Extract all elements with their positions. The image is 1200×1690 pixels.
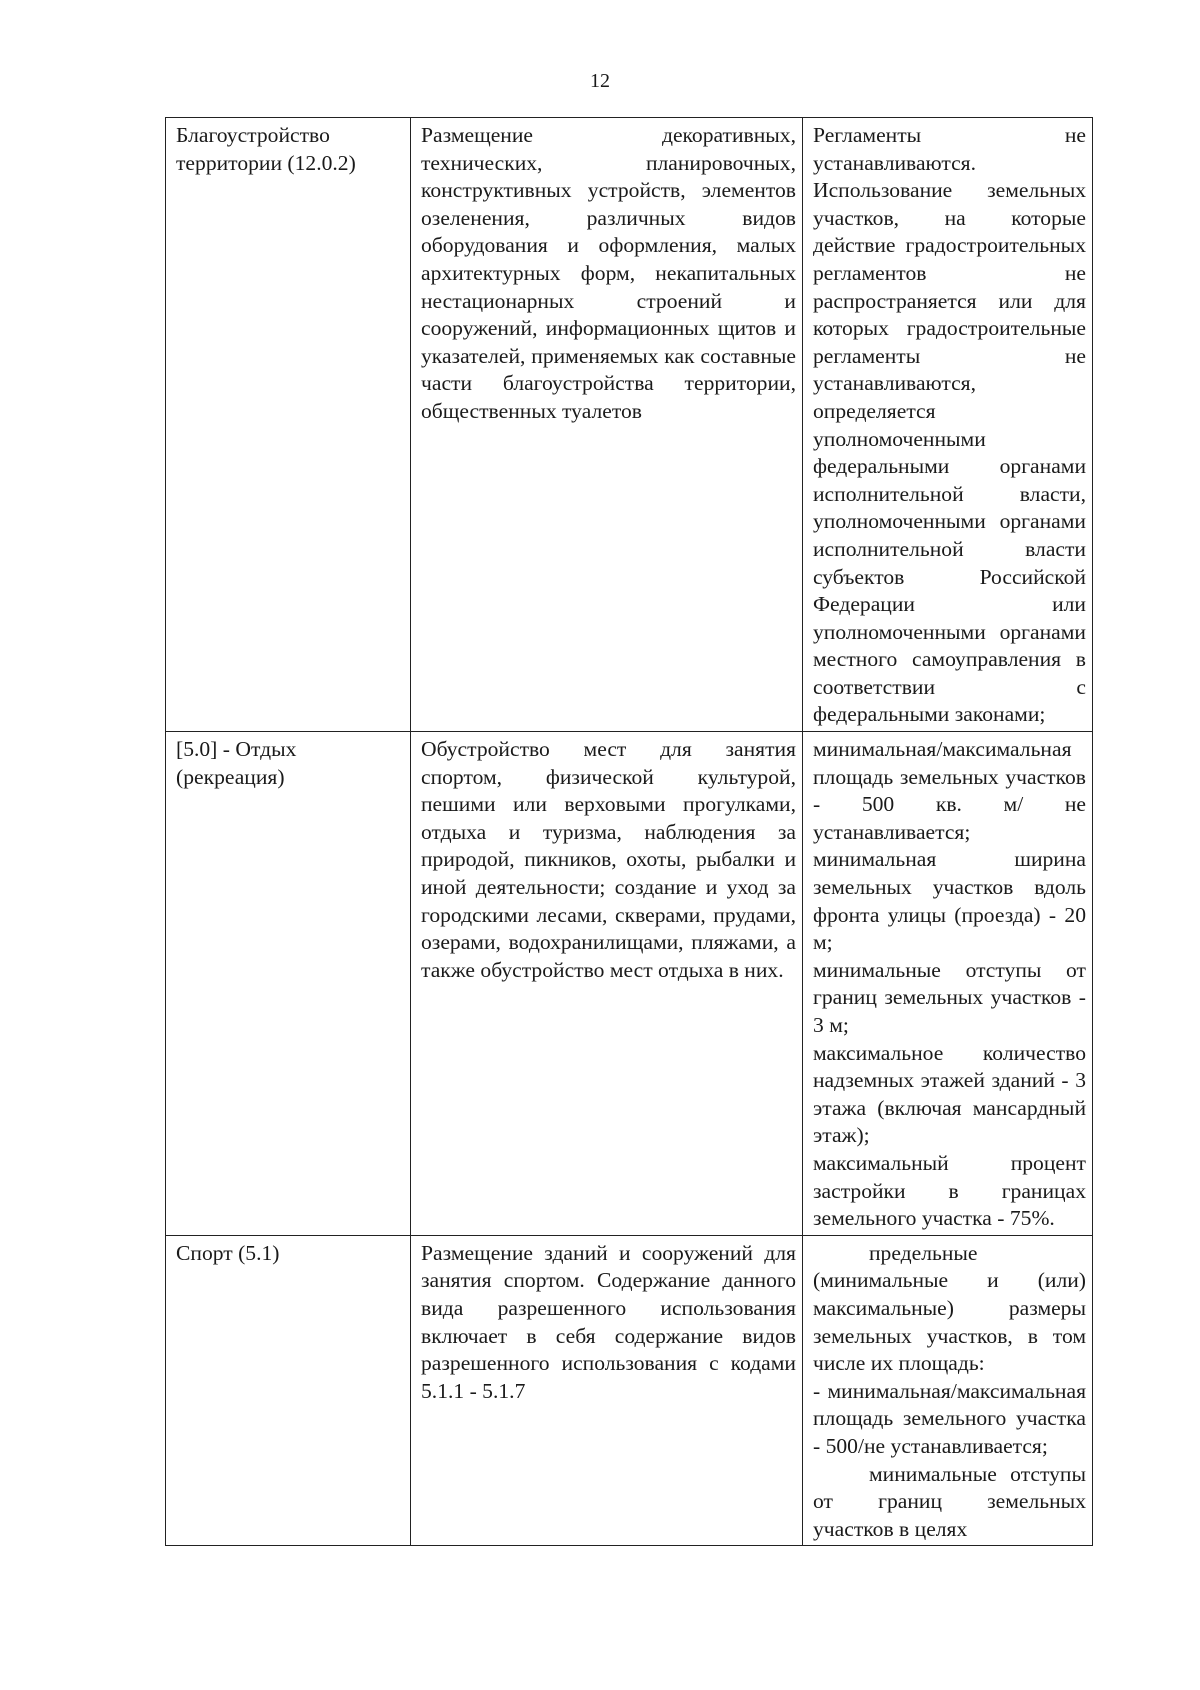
table-row	[166, 1235, 1093, 1546]
parameter-line: максимальный процент застройки в границах земельного участка - 75%.	[813, 1150, 1086, 1231]
parameters-cell	[803, 1235, 1093, 1546]
parameter-line: предельные (минимальные и (или) максимальные) размеры земельных участков, в том числе их площадь:	[813, 1240, 1086, 1376]
table-row	[166, 732, 1093, 1236]
use-type-cell: Спорт (5.1)	[166, 1235, 411, 1546]
parameter-line: минимальные отступы от границ земельных участков в целях	[813, 1461, 1086, 1541]
parameter-line: минимальная ширина земельных участков вдоль фронта улицы (проезда) - 20 м;	[813, 847, 1086, 955]
parameters-cell	[803, 732, 1093, 1236]
parameter-line: Регламенты не устанавливаются.	[813, 123, 1086, 175]
parameters-cell	[803, 118, 1093, 732]
regulations-table	[165, 117, 1093, 1546]
use-type-cell: Благоустройство территории (12.0.2)	[166, 118, 411, 732]
table-row	[166, 118, 1093, 732]
page-number: 12	[590, 70, 610, 92]
parameter-line: - минимальная/максимальная площадь земельного участка - 500/не устанавливается;	[813, 1378, 1086, 1458]
parameter-line: минимальная/максимальная площадь земельных участков - 500 кв. м/ не устанавливается;	[813, 737, 1086, 844]
use-type-cell: [5.0] - Отдых (рекреация)	[166, 732, 411, 1236]
parameter-line: Использование земельных участков, на которые действие градостроительных регламентов не распространяется или для которых градостроительные регламенты не устанавливаются, определяется уполномоченными федеральными органами исполнительной власти, уполномоченными органами исполнительной власти субъектов Российской Федерации или уполномоченными органами местного самоуправления в соответствии с федеральными законами;	[813, 178, 1086, 727]
use-description-cell: Размещение декоративных, технических, планировочных, конструктивных устройств, элементов озеленения, различных видов оборудования и оформления, малых архитектурных форм, некапитальных нестационарных строений и сооружений, информационных щитов и указателей, применяемых как составные части благоустройства территории, общественных туалетов	[411, 118, 803, 732]
parameter-line: минимальные отступы от границ земельных участков - 3 м;	[813, 957, 1086, 1037]
parameter-line: максимальное количество надземных этажей зданий - 3 этажа (включая мансардный этаж);	[813, 1040, 1086, 1148]
use-description-cell: Размещение зданий и сооружений для занятия спортом. Содержание данного вида разрешенного использования включает в себя содержание видов разрешенного использования с кодами 5.1.1 - 5.1.7	[411, 1235, 803, 1546]
use-description-cell: Обустройство мест для занятия спортом, физической культурой, пешими или верховыми прогулками, отдыха и туризма, наблюдения за природой, пикников, охоты, рыбалки и иной деятельности; создание и уход за городскими лесами, скверами, прудами, озерами, водохранилищами, пляжами, а также обустройство мест отдыха в них.	[411, 732, 803, 1236]
